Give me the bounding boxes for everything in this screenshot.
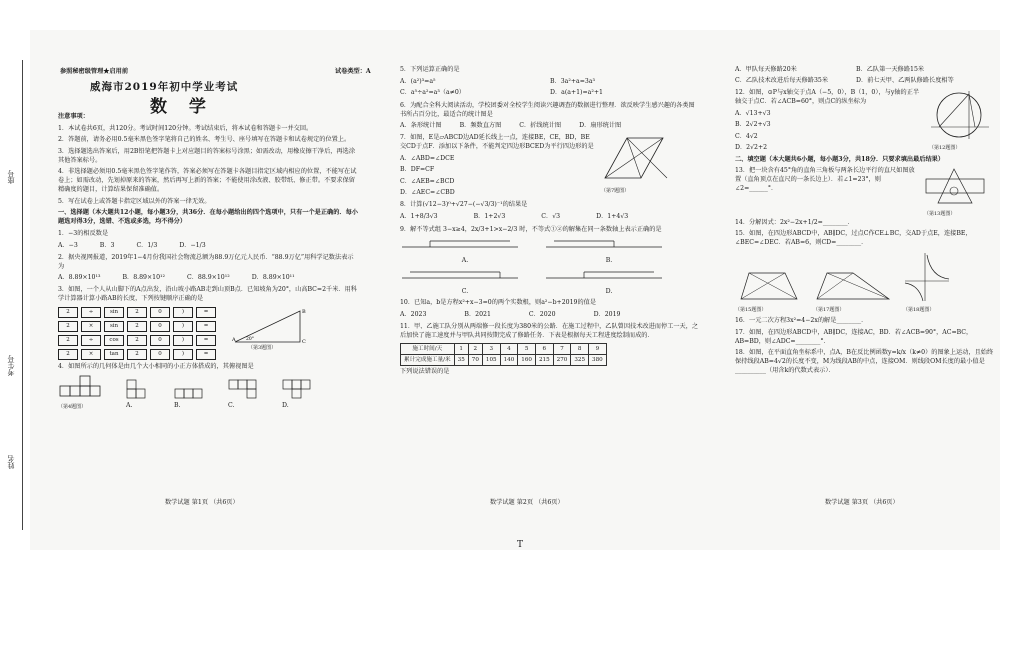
option-b: B．乙队第一天修路15米 <box>856 66 925 73</box>
exam-number-label: 考生号 <box>7 355 15 376</box>
figure-15: （第15题图） <box>735 269 803 314</box>
question-1-options <box>58 242 358 251</box>
question-7: 7．如图，E是▱ABCD边AD延长线上一点，连接BE，CE，BD，BE交CD于点F．添加以下条件，不能判定四边形BCED为平行四边形的是 <box>400 134 594 151</box>
table-header-cell: 8 <box>571 344 589 355</box>
svg-text:B: B <box>302 308 306 315</box>
number-line-a: A. <box>461 257 469 265</box>
table-header-cell: 4 <box>500 344 518 355</box>
table-cell: 35 <box>454 355 468 366</box>
figure-7-caption: （第7题图） <box>601 188 630 195</box>
option-a: A．8.89×10¹³ <box>58 274 101 282</box>
seat-label: 座号 <box>7 170 15 184</box>
question-4: 4．如图所示的几何体是由几个大小相同的小正方体搭成的，其俯视图是 <box>58 362 254 370</box>
slope-triangle-figure <box>230 307 310 345</box>
table-cell: 70 <box>468 355 482 366</box>
number-line-b: B. <box>605 257 613 265</box>
calculator-key: ) <box>173 349 193 360</box>
option-a: A．1+8/3√3 <box>400 212 438 220</box>
calculator-key: ) <box>173 335 193 346</box>
section-1-heading: 一、选择题（本大题共12小题，每小题3分，共36分．在每小题给出的四个选项中，只有一个是正确的．每小题选对得3分，选错、不选或多选，均不得分） <box>58 209 358 226</box>
table-header-cell: 1 <box>454 344 468 355</box>
question-8: 8．计算(√12−3)⁰+√27−(−√3/3)⁻¹的结果是 <box>400 200 528 208</box>
calculator-key: × <box>81 321 101 332</box>
svg-text:C: C <box>302 338 306 345</box>
calculator-key: ) <box>173 321 193 332</box>
table-cell: 215 <box>535 355 553 366</box>
figure-13-caption: （第13题图） <box>924 211 956 218</box>
option-d: D．8.89×10¹¹ <box>251 274 295 282</box>
question-13: 13．把一块含有45°角的直角三角板与两条长边平行的直尺如图放置（直角顶点在直尺的一条长边上）．若∠1=23°，则∠2=______°． <box>735 167 915 193</box>
calculator-key: ) <box>173 307 193 318</box>
figure-4 <box>58 374 108 411</box>
question-5: 5．下列运算正确的是 <box>400 66 460 73</box>
calculator-key: 2 <box>127 335 147 346</box>
section-2-heading: 二、填空题（本大题共6小题，每小题3分，共18分．只要求填出最后结果） <box>735 155 945 163</box>
option-d-view: D. <box>282 379 318 412</box>
progress-table <box>400 343 607 366</box>
option-d: D．2√2+2 <box>735 144 768 152</box>
note-item: 2．答题前，请务必用0.5毫米黑色签字笔将自己的姓名、考生号、座号填写在答题卡和试卷规定的位置上。 <box>58 136 351 144</box>
paper-type-label: 试卷类型：A <box>335 68 371 75</box>
calculator-key: ÷ <box>81 307 101 318</box>
confidential-label: 参照秘密级管理★启用前 <box>60 68 129 75</box>
question-5-options <box>400 78 680 98</box>
option-d: D．扇形统计图 <box>579 122 622 130</box>
table-header-cell: 3 <box>482 344 500 355</box>
option-a: A．−3 <box>58 241 78 249</box>
option-b: B．8.89×10¹² <box>122 274 165 282</box>
calculator-key: = <box>196 307 216 318</box>
page-2-column <box>400 66 700 380</box>
note-item: 3．选择题选出答案后，用2B铅笔把答题卡上对应题目的答案标号涂黑；如需改动，用橡皮擦干净后，再选涂其他答案标号。 <box>58 147 356 164</box>
option-d: D．2019 <box>593 310 621 318</box>
table-header-cell: 9 <box>589 344 607 355</box>
option-d: D．∠AEC=∠CBD <box>400 189 455 197</box>
option-b-view: B. <box>174 379 210 412</box>
ruler-triangle-figure <box>924 167 986 207</box>
figure-7 <box>601 134 671 201</box>
option-b: B．2021 <box>464 310 491 318</box>
calculator-key: 2 <box>58 349 78 360</box>
calculator-key: = <box>196 321 216 332</box>
svg-text:A: A <box>232 336 236 343</box>
option-b: B．1+2√3 <box>473 212 506 220</box>
figure-3 <box>230 307 310 351</box>
calculator-key: 2 <box>127 321 147 332</box>
figure-17: （第17题图） <box>813 269 893 314</box>
parallelogram-figure <box>601 134 671 184</box>
notes-title: 注意事项： <box>58 113 89 120</box>
question-6-options <box>400 122 700 131</box>
calculator-key: 2 <box>127 307 147 318</box>
question-2-options <box>58 274 358 283</box>
number-line-d: D. <box>605 288 613 296</box>
table-header-row <box>401 344 607 355</box>
calculator-key: sin <box>104 321 124 332</box>
table-header-cell: 5 <box>518 344 536 355</box>
question-11: 11．甲、乙施工队分别从两端修一段长度为380米的公路．在施工过程中，乙队曾因技术改进而停工一天，之后加快了施工速度并与甲队共同按期完成了修路任务．下表是根据每天工程进度绘制而成的． <box>400 322 699 339</box>
option-c: C．乙队技术改进后每天修路35米 <box>735 76 829 84</box>
calculator-key: sin <box>104 307 124 318</box>
option-b: B．2√2+√3 <box>735 121 771 129</box>
question-10-options <box>400 311 700 320</box>
question-14: 14．分解因式：2x²−2x+1/2=________． <box>735 218 854 226</box>
question-1: 1．−3的相反数是 <box>58 229 109 237</box>
option-d: D．1+4√3 <box>596 212 629 220</box>
name-label: 姓名 <box>7 455 15 469</box>
table-header-cell: 6 <box>535 344 553 355</box>
calculator-key: 0 <box>150 321 170 332</box>
figure-13 <box>924 167 986 218</box>
subject-title: 数 学 <box>150 97 214 117</box>
option-d: D．a(a+1)=a²+1 <box>550 88 603 96</box>
figure-3-caption: （第3题图） <box>248 344 277 351</box>
table-cell: 380 <box>589 355 607 366</box>
calculator-key: 0 <box>150 349 170 360</box>
key-grid <box>58 307 216 360</box>
question-17: 17．如图，在四边形ABCD中，AB∥DC，连接AC，BD．若∠ACB=90°，AC=BC，AB=BD，则∠ADC=________°． <box>735 328 973 345</box>
table-cell: 140 <box>500 355 518 366</box>
calculator-key: cos <box>104 335 124 346</box>
option-b: B．3a²+a=3a³ <box>550 77 596 85</box>
question-6: 6．为配合全科大阅读活动，学校团委对全校学生阅读兴趣调查的数据进行整理．欲反映学生感兴趣的各类图书所占百分比，最适合的统计图是 <box>400 101 695 118</box>
option-a: A．甲队每天修路20米 <box>735 66 797 73</box>
option-c: C．4√2 <box>735 132 758 140</box>
table-row <box>401 355 607 366</box>
question-12: 12．如图，⊙P与x轴交于点A（−5，0），B（1，0），与y轴的正半轴交于点C．若∠ACB=60°，则点C的纵坐标为 <box>735 88 920 105</box>
option-c: C．88.9×10¹² <box>186 274 230 282</box>
page-3-footer: 数学试题 第3页 （共6页） <box>825 499 899 506</box>
table-cell: 160 <box>518 355 536 366</box>
calculator-key: 2 <box>127 349 147 360</box>
table-header-cell: 施工时间/天 <box>401 344 455 355</box>
table-header-cell: 2 <box>468 344 482 355</box>
svg-text:20°: 20° <box>246 336 254 342</box>
option-c: C．√3 <box>541 212 561 220</box>
question-10: 10．已知a，b是方程x²+x−3=0的两个实数根，则a²−b+2019的值是 <box>400 299 597 307</box>
question-9: 9．解不等式组 3−x≥4，2x/3+1>x−2/3 时，不等式①②的解集在同一条数轴上表示正确的是 <box>400 225 662 233</box>
question-2: 2．据央视网报道，2019年1−4月份我国社会物流总额为88.9万亿元人民币．“88.9万亿”用科学记数法表示为 <box>58 253 354 270</box>
figure-4-caption: （第4题图） <box>58 404 87 411</box>
option-d: D．−1/3 <box>179 241 206 249</box>
table-header-cell: 7 <box>553 344 571 355</box>
number-line-options <box>400 237 700 297</box>
cube-stack-figure <box>58 374 108 400</box>
number-line-c: C. <box>461 288 469 296</box>
question-18: 18．如图，在平面直角坐标系中，点A，B在反比例函数y=k/x（k≠0）的图象上运动，且始终保持线段AB=4√2的长度不变，M为线段AB的中点，连接OM．则线段OM长度的最小值是__________（用含k的代数式表示）． <box>735 349 994 375</box>
question-16: 16．一元二次方程3x²=4−2x的解是________． <box>735 317 868 325</box>
calculator-key: ÷ <box>81 335 101 346</box>
page-1-column <box>58 113 358 411</box>
question-8-options <box>400 213 700 222</box>
option-b: B．频数直方图 <box>459 122 502 130</box>
calculator-key: 2 <box>58 321 78 332</box>
table-cell: 325 <box>571 355 589 366</box>
option-c-view: C. <box>228 379 264 412</box>
table-cell: 270 <box>553 355 571 366</box>
figure-12 <box>929 89 991 156</box>
question-11-tail: 下列说法错误的是 <box>400 368 450 376</box>
option-a: A．2023 <box>400 310 427 318</box>
option-c: C．∠AEB=∠BCD <box>400 177 455 185</box>
option-a: A．√13+√3 <box>735 109 771 117</box>
calculator-key: 0 <box>150 307 170 318</box>
center-mark: T <box>517 540 524 550</box>
question-15: 15．如图，在四边形ABCD中，AB∥DC，过点C作CE⊥BC，交AD于点E，连接BE，∠BEC=∠DEC．若AB=6，则CD=________． <box>735 230 972 247</box>
figure-12-caption: （第12题图） <box>929 144 961 151</box>
figure-18: （第18题图） <box>903 251 951 314</box>
option-b: B．DF=CF <box>400 166 435 174</box>
option-c: C．折线统计图 <box>519 122 562 130</box>
calculator-key: × <box>81 349 101 360</box>
table-cell: 105 <box>482 355 500 366</box>
calculator-key: tan <box>104 349 124 360</box>
page-2-footer: 数学试题 第2页 （共6页） <box>490 499 564 506</box>
calculator-key: 2 <box>58 335 78 346</box>
option-c: C．2020 <box>528 310 556 318</box>
option-a: A．条形统计图 <box>400 122 442 130</box>
circle-axis-figure <box>929 89 991 141</box>
option-c: C．1/3 <box>136 241 158 249</box>
calculator-key-sequences <box>58 307 216 360</box>
option-a: A．∠ABD=∠DCE <box>400 154 455 162</box>
calculator-key: 0 <box>150 335 170 346</box>
calculator-key: 2 <box>58 307 78 318</box>
note-item: 4．非选择题必须用0.5毫米黑色签字笔作答，答案必须写在答题卡各题目指定区域内相应的位置，不能写在试卷上；如需改动，先划掉原来的答案，然后再写上新的答案；不能使用涂改液、胶带纸、修正带。不要求保留精确度的题目，计算结果保留准确值。 <box>58 168 357 194</box>
exam-title: 威海市2019年初中学业考试 <box>90 81 239 93</box>
calculator-key: = <box>196 349 216 360</box>
note-item: 1．本试卷共6页，共120分。考试时间120分钟。考试结束后，将本试卷和答题卡一并交回。 <box>58 124 313 132</box>
note-item: 5．写在试卷上或答题卡指定区域以外的答案一律无效。 <box>58 197 211 205</box>
option-c: C．a⁵÷a²=a³（a≠0） <box>400 88 465 96</box>
option-a: A．(a²)³=a⁵ <box>400 77 436 85</box>
option-b: B．3 <box>99 241 115 249</box>
page-3-column <box>735 66 995 379</box>
binding-line <box>22 60 23 530</box>
table-cell: 累计完成施工量/米 <box>401 355 455 366</box>
calculator-key: = <box>196 335 216 346</box>
page-1-footer: 数学试题 第1页 （共6页） <box>165 499 239 506</box>
option-a-view: A. <box>126 379 156 412</box>
option-d: D．前七天甲、乙两队修路长度相等 <box>856 76 954 84</box>
question-3: 3．如图，一个人从山脚下的A点出发，沿山坡小路AB走到山顶B点．已知坡角为20°，山高BC=2千米．用科学计算器计算小路AB的长度，下列按键顺序正确的是 <box>58 286 357 303</box>
